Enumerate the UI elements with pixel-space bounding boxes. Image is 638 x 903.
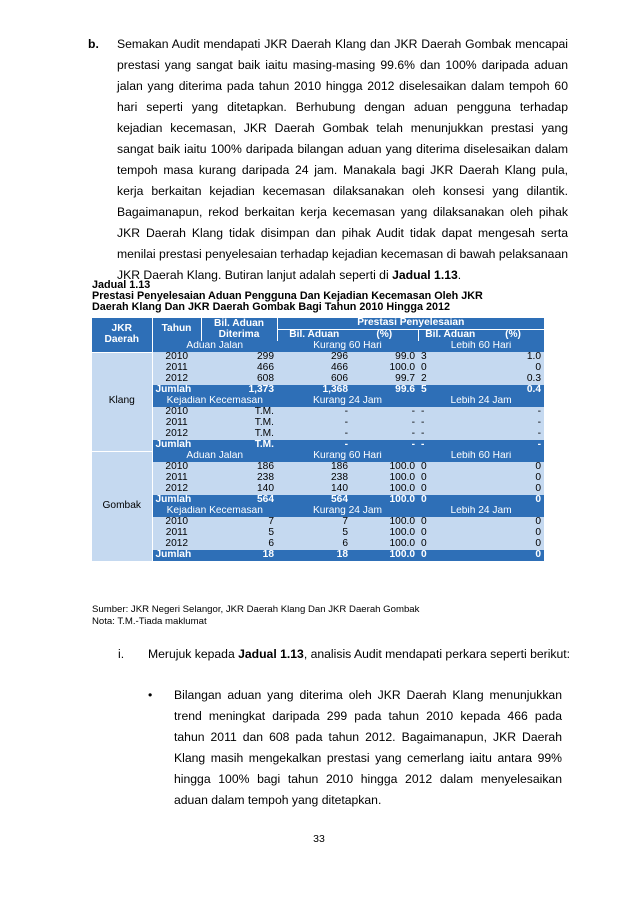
source-note: Sumber: JKR Negeri Selangor, JKR Daerah Klang Dan JKR Daerah Gombak (92, 604, 420, 615)
table-cell: 0 (418, 473, 482, 484)
total-label: Jumlah (152, 550, 201, 561)
total-cell: 99.6 (351, 385, 418, 396)
table-cell: 606 (277, 374, 351, 385)
table-cell: 100.0 (351, 539, 418, 550)
section-period-2: Lebih 60 Hari (418, 341, 544, 352)
table-cell: 0 (482, 539, 544, 550)
table-row (92, 484, 544, 495)
table-cell: 186 (201, 462, 277, 473)
total-cell: - (351, 440, 418, 451)
total-cell: 100.0 (351, 495, 418, 506)
section-header-row (92, 451, 544, 462)
table-cell: 100.0 (351, 462, 418, 473)
table-cell: 2012 (152, 484, 201, 495)
total-cell: 18 (201, 550, 277, 561)
table-cell: 466 (201, 363, 277, 374)
table-number: Jadual 1.13 (92, 279, 151, 291)
total-label: Jumlah (152, 385, 201, 396)
table-title-line1: Prestasi Penyelesaian Aduan Pengguna Dan Kejadian Kecemasan Oleh JKR (92, 290, 483, 302)
total-cell: 0 (482, 495, 544, 506)
section-period-2: Lebih 24 Jam (418, 396, 544, 407)
table-row (92, 517, 544, 528)
total-cell: - (277, 440, 351, 451)
total-cell: 1,368 (277, 385, 351, 396)
table-cell: - (418, 407, 482, 418)
item-i (118, 647, 570, 661)
table-cell: 2010 (152, 352, 201, 363)
table-row (92, 462, 544, 473)
table-cell: - (277, 407, 351, 418)
header-bil-1: Bil. Aduan (277, 330, 351, 342)
table-cell: - (277, 418, 351, 429)
table-cell: 2010 (152, 407, 201, 418)
table-cell: 2011 (152, 528, 201, 539)
table-row (92, 352, 544, 363)
section-period-1: Kurang 60 Hari (277, 451, 418, 462)
table-cell: 0 (418, 528, 482, 539)
table-cell: 7 (277, 517, 351, 528)
table-cell: - (351, 429, 418, 440)
section-period-1: Kurang 60 Hari (277, 341, 418, 352)
table-cell: 100.0 (351, 484, 418, 495)
table-cell: 0 (482, 517, 544, 528)
total-cell: 100.0 (351, 550, 418, 561)
table-cell: - (482, 418, 544, 429)
header-bil-aduan: Bil. Aduan Diterima (201, 318, 277, 341)
bullet-icon: • (148, 688, 153, 702)
total-cell: 5 (418, 385, 482, 396)
table-cell: 2012 (152, 539, 201, 550)
table-cell: 2 (418, 374, 482, 385)
total-cell: 18 (277, 550, 351, 561)
total-row (92, 385, 544, 396)
table-cell: 99.0 (351, 352, 418, 363)
table-caption (92, 280, 552, 313)
paragraph-text (117, 34, 568, 286)
section-period-1: Kurang 24 Jam (277, 506, 418, 517)
table-cell: 0 (418, 539, 482, 550)
total-label: Jumlah (152, 495, 201, 506)
table-cell: 100.0 (351, 517, 418, 528)
total-label: Jumlah (152, 440, 201, 451)
table-cell: 238 (277, 473, 351, 484)
item-i-label: i. (118, 647, 125, 661)
paragraph-b (88, 34, 568, 286)
section-header-row (92, 506, 544, 517)
table-cell: 0 (418, 363, 482, 374)
total-cell: - (482, 440, 544, 451)
table-cell: 466 (277, 363, 351, 374)
table-cell: 2011 (152, 473, 201, 484)
table-cell: 2010 (152, 517, 201, 528)
table-cell: 0 (482, 363, 544, 374)
table-cell: 140 (201, 484, 277, 495)
abbrev-note: Nota: T.M.-Tiada maklumat (92, 616, 207, 627)
table-row (92, 528, 544, 539)
total-row (92, 495, 544, 506)
total-row (92, 440, 544, 451)
table-cell: 5 (277, 528, 351, 539)
table-cell: 100.0 (351, 363, 418, 374)
table-row (92, 363, 544, 374)
section-title: Aduan Jalan (152, 341, 277, 352)
page-number: 33 (313, 833, 325, 845)
table-cell: - (351, 407, 418, 418)
section-title: Aduan Jalan (152, 451, 277, 462)
table-cell: 186 (277, 462, 351, 473)
table-cell: 100.0 (351, 473, 418, 484)
table-cell: - (482, 429, 544, 440)
table-row (92, 418, 544, 429)
total-cell: 564 (201, 495, 277, 506)
table-row (92, 539, 544, 550)
table-cell: 0 (418, 517, 482, 528)
paragraph-label: b. (88, 37, 99, 51)
table-cell: 0 (482, 484, 544, 495)
table-cell: 6 (201, 539, 277, 550)
table-cell: - (277, 429, 351, 440)
paragraph-end: . (457, 268, 462, 282)
table-cell: T.M. (201, 418, 277, 429)
table-cell: T.M. (201, 429, 277, 440)
table-row (92, 374, 544, 385)
header-pct-2: (%) (482, 330, 544, 342)
table-cell: - (482, 407, 544, 418)
header-prestasi: Prestasi Penyelesaian (277, 318, 544, 330)
total-cell: 564 (277, 495, 351, 506)
table-cell: 1.0 (482, 352, 544, 363)
table-cell: 0 (418, 484, 482, 495)
item-i-before: Merujuk kepada (148, 647, 239, 661)
table-reference: Jadual 1.13 (392, 268, 458, 282)
item-i-text (148, 647, 570, 661)
bullet-item (148, 685, 562, 811)
total-cell: 0.4 (482, 385, 544, 396)
table-cell: 0.3 (482, 374, 544, 385)
header-bil-2: Bil. Aduan (418, 330, 482, 342)
table-cell: 99.7 (351, 374, 418, 385)
district-name: Klang (92, 352, 152, 451)
table-cell: 0 (482, 473, 544, 484)
total-cell: 1,373 (201, 385, 277, 396)
header-pct-1: (%) (351, 330, 418, 342)
table-cell: 2011 (152, 418, 201, 429)
header-tahun: Tahun (152, 318, 201, 341)
total-row (92, 550, 544, 561)
section-header-row (92, 396, 544, 407)
district-name: Gombak (92, 451, 152, 561)
paragraph-body: Semakan Audit mendapati JKR Daerah Klang dan JKR Daerah Gombak mencapai prestasi yang sangat baik iaitu masing-masing 99.6% dan 100% daripada aduan jalan yang diterima pada tahun 2010 hingga 2012 diselesaikan dalam tempoh 60 hari seperti yang ditetapkan. Berhubung dengan aduan pengguna terhadap kejadian kecemasan, JKR Daerah Gombak telah menunjukkan prestasi yang sangat baik iaitu 100% daripada bilangan aduan yang diterima diselesaikan dalam tempoh masa kurang daripada 24 jam. Manakala bagi JKR Daerah Klang pula, kerja berkaitan kejadian kecemasan dilaksanakan oleh konsesi yang dilantik. Bagaimanapun, rekod berkaitan kerja kecemasan yang dilaksanakan oleh pihak JKR Daerah Klang tidak disimpan dan pihak Audit tidak dapat mengesah serta menilai prestasi penyelesaian terhadap kejadian kecemasan di bawah pelaksanaan JKR Daerah Klang. Butiran lanjut adalah seperti di (117, 37, 568, 282)
table-cell: - (351, 418, 418, 429)
total-cell: - (418, 440, 482, 451)
table-cell: 2012 (152, 429, 201, 440)
total-cell: 0 (482, 550, 544, 561)
section-period-2: Lebih 24 Jam (418, 506, 544, 517)
table-row (92, 407, 544, 418)
table-cell: 299 (201, 352, 277, 363)
table-cell: 2010 (152, 462, 201, 473)
table-cell: 100.0 (351, 528, 418, 539)
table-cell: 7 (201, 517, 277, 528)
section-period-1: Kurang 24 Jam (277, 396, 418, 407)
table-cell: 140 (277, 484, 351, 495)
table-row (92, 473, 544, 484)
table-notes (92, 604, 419, 628)
total-cell: 0 (418, 550, 482, 561)
table-cell: 296 (277, 352, 351, 363)
table-cell: 2011 (152, 363, 201, 374)
data-table (92, 318, 544, 561)
total-cell: 0 (418, 495, 482, 506)
table-row (92, 429, 544, 440)
item-i-after: , analisis Audit mendapati perkara seperti berikut: (303, 647, 571, 661)
table-cell: 0 (482, 528, 544, 539)
table-title-line2: Daerah Klang Dan JKR Daerah Gombak Bagi Tahun 2010 Hingga 2012 (92, 301, 451, 313)
section-title: Kejadian Kecemasan (152, 506, 277, 517)
total-cell: T.M. (201, 440, 277, 451)
section-title: Kejadian Kecemasan (152, 396, 277, 407)
table-cell: 3 (418, 352, 482, 363)
table-cell: 0 (418, 462, 482, 473)
table-cell: 0 (482, 462, 544, 473)
table-cell: T.M. (201, 407, 277, 418)
header-jkr: JKR Daerah (92, 318, 152, 352)
table-cell: 608 (201, 374, 277, 385)
table-cell: 238 (201, 473, 277, 484)
table-cell: 2012 (152, 374, 201, 385)
table-cell: - (418, 429, 482, 440)
table-cell: 5 (201, 528, 277, 539)
table-cell: 6 (277, 539, 351, 550)
section-period-2: Lebih 60 Hari (418, 451, 544, 462)
table-cell: - (418, 418, 482, 429)
bullet-text: Bilangan aduan yang diterima oleh JKR Daerah Klang menunjukkan trend meningkat daripada 299 pada tahun 2010 kepada 466 pada tahun 2011 dan 608 pada tahun 2012. Bagaimanapun, JKR Daerah Klang masih mengekalkan prestasi yang cemerlang iaitu antara 99% hingga 100% bagi tahun 2010 hingga 2012 dalam menyelesaikan aduan dalam tempoh yang ditetapkan. (174, 688, 562, 807)
item-i-ref: Jadual 1.13 (238, 647, 304, 661)
